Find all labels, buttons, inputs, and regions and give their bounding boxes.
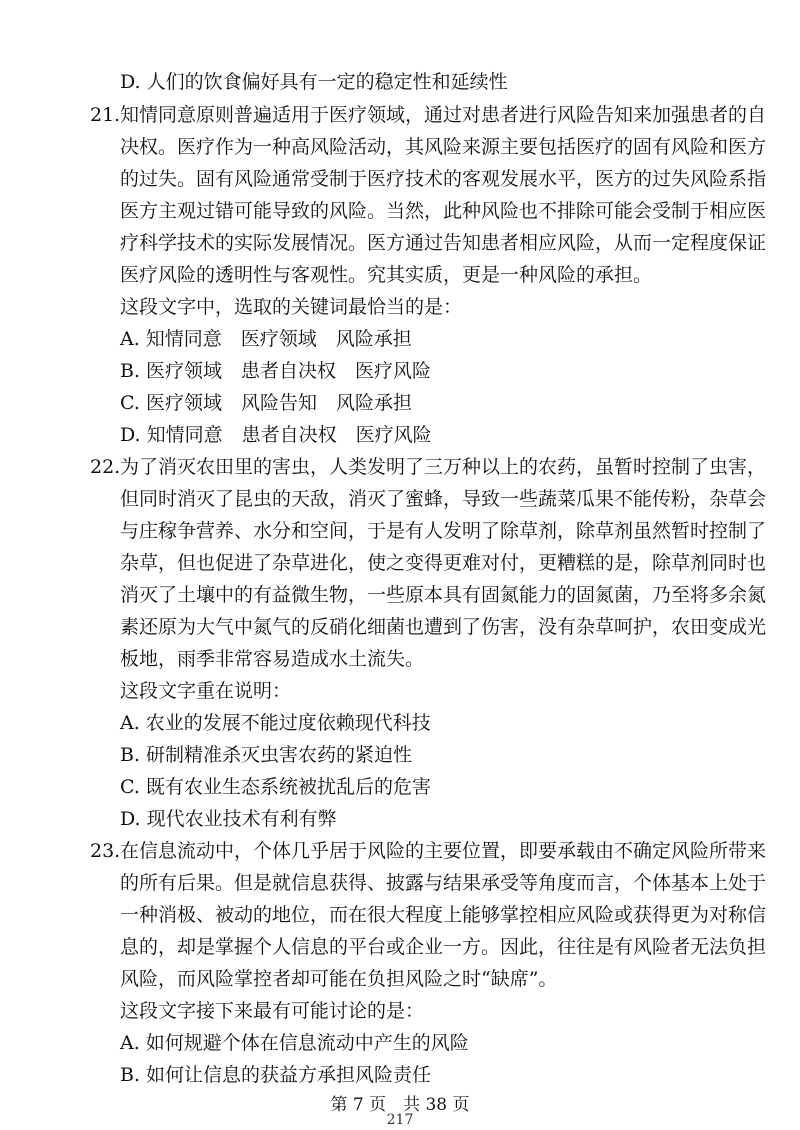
question-22-option-c: C. 既有农业生态系统被扰乱后的危害 [120, 776, 431, 798]
question-23-line: 在信息流动中，个体几乎居于风险的主要位置，即要承载由不确定风险所带来 [120, 840, 767, 862]
question-22-line: 杂草，但也促进了杂草进化，使之变得更难对付，更糟糕的是，除草剂同时也 [120, 552, 767, 574]
question-21-number: 21. [90, 104, 121, 126]
question-21-option-b: B. 医疗领域 患者自决权 医疗风险 [120, 360, 432, 382]
question-21-line: 知情同意原则普遍适用于医疗领域，通过对患者进行风险告知来加强患者的自 [120, 104, 767, 126]
question-22-line: 消灭了土壤中的有益微生物，一些原本具有固氮能力的固氮菌，乃至将多余氮 [120, 584, 767, 606]
question-23-line: 一种消极、被动的地位，而在很大程度上能够掌控相应风险或获得更为对称信 [120, 904, 767, 926]
question-23-prompt: 这段文字接下来最有可能讨论的是： [120, 1000, 425, 1022]
question-21-line: 的过失。固有风险通常受制于医疗技术的客观发展水平，医方的过失风险系指 [120, 168, 767, 190]
question-21-prompt: 这段文字中，选取的关键词最恰当的是： [120, 296, 463, 318]
question-22-line: 板地，雨季非常容易造成水土流失。 [120, 648, 425, 670]
question-22-option-b: B. 研制精准杀灭虫害农药的紧迫性 [120, 744, 413, 766]
question-22-line: 素还原为大气中氮气的反硝化细菌也遭到了伤害，没有杂草呵护，农田变成光 [120, 616, 767, 638]
question-23-number: 23. [90, 840, 121, 862]
question-22-prompt: 这段文字重在说明： [120, 680, 292, 702]
question-23-option-a: A. 如何规避个体在信息流动中产生的风险 [120, 1032, 469, 1054]
question-21-option-a: A. 知情同意 医疗领域 风险承担 [120, 328, 412, 350]
question-22-number: 22. [90, 456, 121, 478]
question-22-line: 但同时消灭了昆虫的天敌，消灭了蜜蜂，导致一些蔬菜瓜果不能传粉，杂草会 [120, 488, 767, 510]
question-23-line: 息的，却是掌握个人信息的平台或企业一方。因此，往往是有风险者无法负担 [120, 936, 767, 958]
question-21-line: 疗科学技术的实际发展情况。医方通过告知患者相应风险，从而一定程度保证 [120, 232, 767, 254]
question-21-line: 医疗风险的透明性与客观性。究其实质，更是一种风险的承担。 [120, 264, 653, 286]
carryover-option-d: D. 人们的饮食偏好具有一定的稳定性和延续性 [120, 71, 508, 93]
question-21-option-d: D. 知情同意 患者自决权 医疗风险 [120, 424, 432, 446]
question-23-line: 的所有后果。但是就信息获得、披露与结果承受等角度而言，个体基本上处于 [120, 872, 767, 894]
page-number: 217 [386, 1112, 414, 1128]
question-21-line: 决权。医疗作为一种高风险活动，其风险来源主要包括医疗的固有风险和医方 [120, 136, 767, 158]
question-22-option-a: A. 农业的发展不能过度依赖现代科技 [120, 712, 431, 734]
question-22-line: 为了消灭农田里的害虫，人类发明了三万种以上的农药，虽暂时控制了虫害， [120, 456, 767, 478]
question-23-option-b: B. 如何让信息的获益方承担风险责任 [120, 1064, 432, 1086]
question-21-line: 医方主观过错可能导致的风险。当然，此种风险也不排除可能会受制于相应医 [120, 200, 767, 222]
page-label: 第 7 页 共 38 页 [330, 1095, 470, 1115]
question-22-line: 与庄稼争营养、水分和空间，于是有人发明了除草剂，除草剂虽然暂时控制了 [120, 520, 767, 542]
question-23-line: 风险，而风险掌控者却可能在负担风险之时“缺席”。 [120, 968, 558, 990]
question-22-option-d: D. 现代农业技术有利有弊 [120, 808, 337, 830]
question-21-option-c: C. 医疗领域 风险告知 风险承担 [120, 392, 412, 414]
